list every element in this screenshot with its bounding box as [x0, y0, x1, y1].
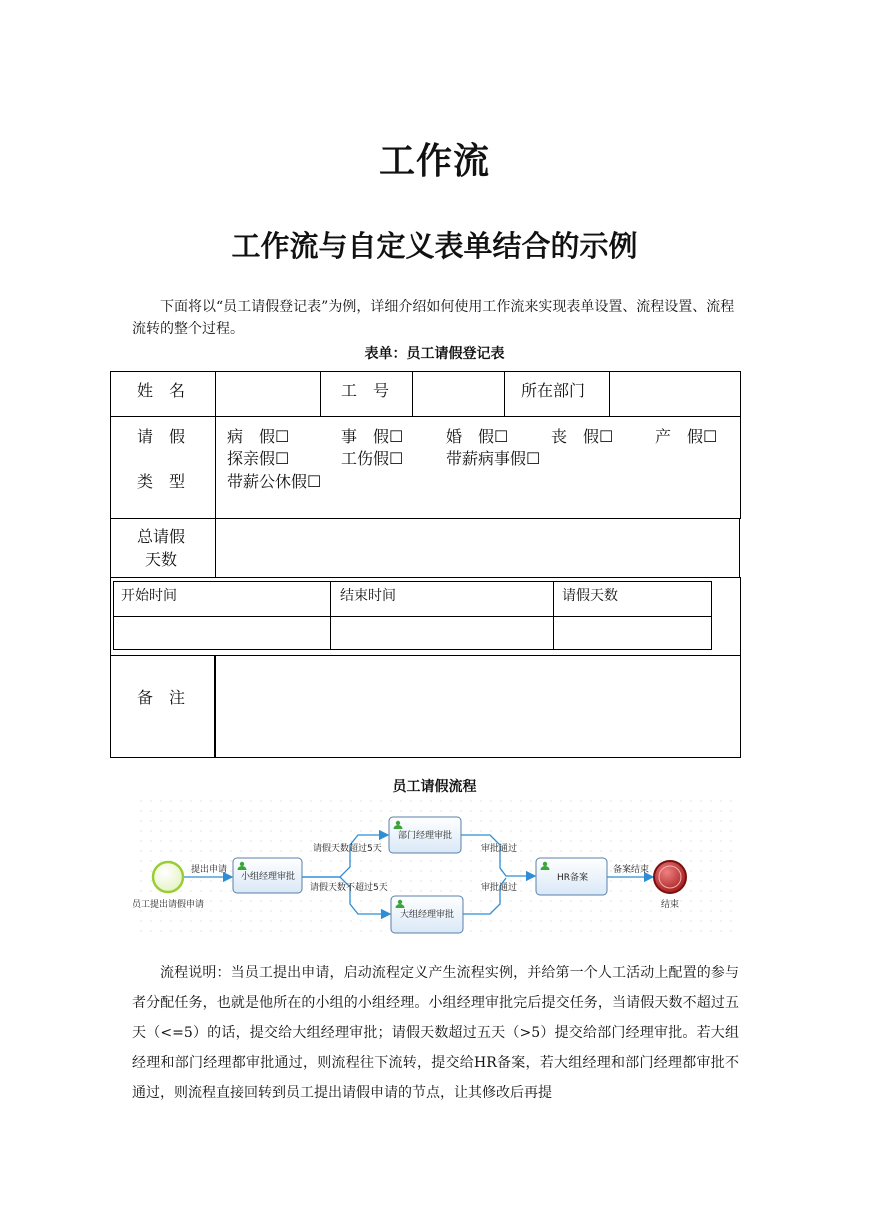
leave-option-bereavement[interactable]: 丧 假☐ — [551, 427, 614, 446]
dept-label: 所在部门 — [521, 381, 586, 400]
submit-label: 提出申请 — [191, 865, 228, 875]
user-icon — [398, 900, 402, 904]
document-subtitle: 工作流与自定义表单结合的示例 — [231, 229, 638, 263]
leave-days-label: 请假天数 — [562, 588, 618, 604]
approve-label-2: 审批通过 — [481, 883, 518, 893]
type-label-2: 类 型 — [137, 472, 186, 491]
start-time-label: 开始时间 — [121, 588, 177, 604]
name-label: 姓 名 — [137, 381, 186, 400]
end-event-label: 结束 — [661, 900, 680, 910]
remarks-label: 备 注 — [137, 688, 186, 707]
flow-description: 流程说明：当员工提出申请，启动流程定义产生流程实例，并给第一个人工活动上配置的参与者分配任务，也就是他所在的小组的小组经理。小组经理审批完后提交任务，当请假天数不超过五天（<=5）的话，提交给大组经理审批；请假天数超过五天（>5）提交给部门经理审批。若大组经理和部门经理都审批通过，则流程往下流转，提交给HR备案，若大组经理和部门经理都审批不通过，则流程直接回转到员工提出请假申请的节点，让其修改后再提 — [132, 965, 739, 1101]
user-icon — [396, 821, 400, 825]
leave-option-family[interactable]: 探亲假☐ — [227, 449, 290, 468]
notover5-label: 请假天数不超过5天 — [310, 883, 388, 893]
total-days-label-1: 总请假 — [137, 527, 186, 546]
archive-end-label: 备案结束 — [613, 865, 650, 875]
document-title: 工作流 — [378, 140, 490, 182]
user-icon — [543, 862, 547, 866]
leave-option-injury[interactable]: 工伤假☐ — [341, 449, 404, 468]
leave-option-paid-sick[interactable]: 带薪病事假☐ — [446, 449, 541, 468]
flow-caption: 员工请假流程 — [392, 779, 477, 795]
intro-paragraph: 下面将以“员工请假登记表”为例，详细介绍如何使用工作流来实现表单设置、流程设置、流程流转的整个过程。 — [132, 299, 735, 337]
leave-option-maternity[interactable]: 产 假☐ — [655, 427, 718, 446]
leave-option-sick[interactable]: 病 假☐ — [227, 427, 290, 446]
leave-option-marriage[interactable]: 婚 假☐ — [446, 427, 509, 446]
user-icon — [240, 862, 244, 866]
approve-label-1: 审批通过 — [481, 844, 518, 854]
team-manager-label: 小组经理审批 — [241, 872, 296, 882]
form-caption: 表单：员工请假登记表 — [364, 346, 505, 362]
total-days-label-2: 天数 — [145, 550, 178, 569]
dept-manager-label: 部门经理审批 — [398, 831, 453, 841]
hr-label: HR备案 — [557, 873, 589, 883]
type-label-1: 请 假 — [137, 427, 186, 446]
leave-option-personal[interactable]: 事 假☐ — [341, 427, 404, 446]
group-manager-label: 大组经理审批 — [400, 910, 455, 920]
end-time-label: 结束时间 — [340, 588, 396, 604]
id-label: 工 号 — [341, 381, 390, 400]
over5-label: 请假天数超过5天 — [313, 844, 382, 854]
start-event-label: 员工提出请假申请 — [132, 900, 205, 910]
start-event-icon[interactable] — [153, 862, 183, 892]
leave-option-paid-annual[interactable]: 带薪公休假☐ — [227, 472, 322, 491]
